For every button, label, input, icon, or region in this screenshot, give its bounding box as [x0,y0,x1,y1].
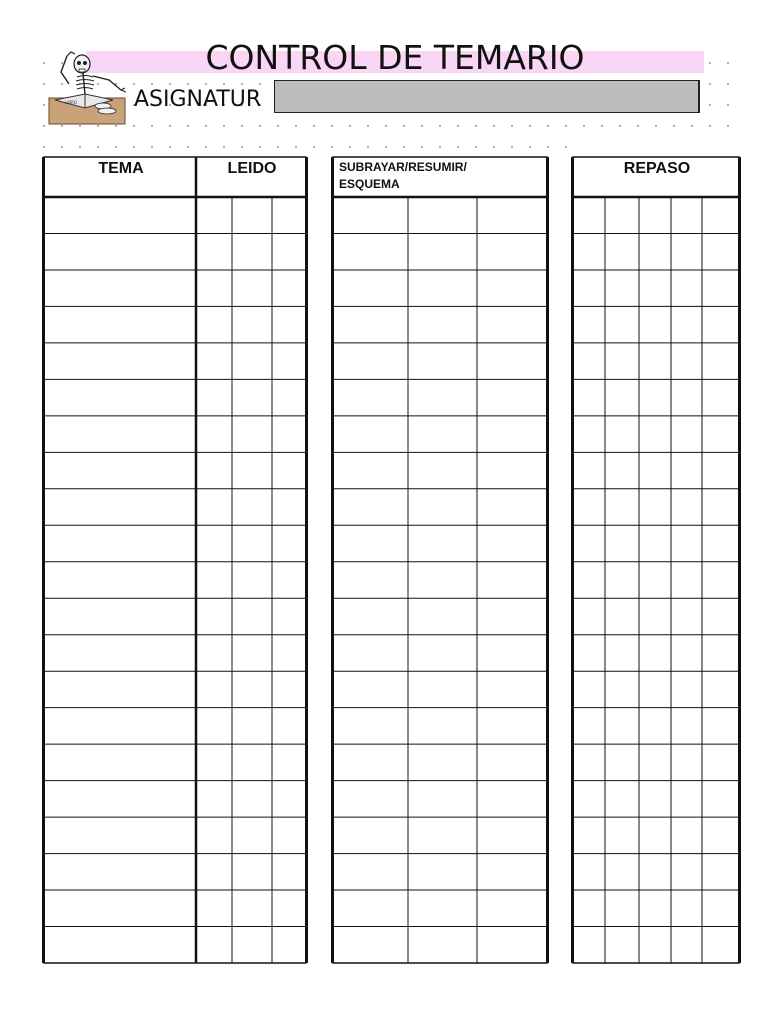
subrayar-table [331,156,551,966]
background-dot [511,146,513,148]
background-dot [187,146,189,148]
background-dot [205,146,207,148]
subrayar-header-line1: SUBRAYAR/RESUMIR/ [339,160,467,174]
background-dot [655,125,657,127]
background-dot [277,146,279,148]
tema-leido-table [42,156,310,966]
background-dot [727,62,729,64]
background-dot [547,146,549,148]
background-dot [331,146,333,148]
background-dot [457,125,459,127]
background-dot [223,125,225,127]
subject-label: ASIGNATUR [134,87,262,112]
background-dot [169,125,171,127]
background-dot [403,146,405,148]
background-dot [403,125,405,127]
background-dot [457,146,459,148]
background-dot [547,125,549,127]
background-dot [511,125,513,127]
background-dot [79,146,81,148]
background-dot [313,125,315,127]
background-dot [151,83,153,85]
background-dot [241,83,243,85]
background-dot [673,125,675,127]
background-dot [313,146,315,148]
background-dot [493,125,495,127]
background-dot [565,125,567,127]
background-dot [475,146,477,148]
background-dot [619,125,621,127]
background-dot [97,146,99,148]
leido-header: LEIDO [227,160,277,177]
background-dot [205,83,207,85]
background-dot [421,146,423,148]
background-dot [367,125,369,127]
background-dot [709,83,711,85]
background-dot [637,125,639,127]
background-dot [187,83,189,85]
background-dot [223,146,225,148]
background-dot [277,125,279,127]
background-dot [385,146,387,148]
subrayar-header [339,159,467,193]
background-dot [259,83,261,85]
skeleton-studying-icon [47,50,131,126]
background-dot [439,125,441,127]
background-dot [295,125,297,127]
background-dot [421,125,423,127]
background-dot [295,146,297,148]
background-dot [187,125,189,127]
background-dot [205,125,207,127]
background-dot [385,125,387,127]
background-dot [43,146,45,148]
background-dot [43,62,45,64]
background-dot [43,125,45,127]
background-dot [169,83,171,85]
background-dot [583,125,585,127]
background-dot [529,125,531,127]
background-dot [493,146,495,148]
page-title: CONTROL DE TEMARIO [205,38,585,77]
background-dot [439,146,441,148]
background-dot [349,125,351,127]
background-dot [727,125,729,127]
background-dot [169,146,171,148]
background-dot [133,146,135,148]
background-dot [43,104,45,106]
background-dot [133,83,135,85]
background-dot [61,146,63,148]
subrayar-header-line2: ESQUEMA [339,177,400,191]
svg-text:LIBRO: LIBRO [65,100,78,105]
background-dot [529,146,531,148]
background-dot [367,146,369,148]
background-dot [601,125,603,127]
repaso-table [571,156,743,966]
background-dot [349,146,351,148]
background-dot [259,146,261,148]
background-dot [709,125,711,127]
background-dot [115,146,117,148]
repaso-header: REPASO [623,160,691,177]
background-dot [727,83,729,85]
background-dot [241,146,243,148]
background-dot [241,125,243,127]
background-dot [259,125,261,127]
background-dot [133,125,135,127]
background-dot [43,83,45,85]
tema-header: TEMA [98,160,144,177]
background-dot [223,83,225,85]
background-dot [727,104,729,106]
background-dot [331,125,333,127]
background-dot [475,125,477,127]
background-dot [151,146,153,148]
background-dot [565,146,567,148]
subject-input-field[interactable] [274,80,700,113]
background-dot [691,125,693,127]
background-dot [709,62,711,64]
background-dot [151,125,153,127]
background-dot [709,104,711,106]
